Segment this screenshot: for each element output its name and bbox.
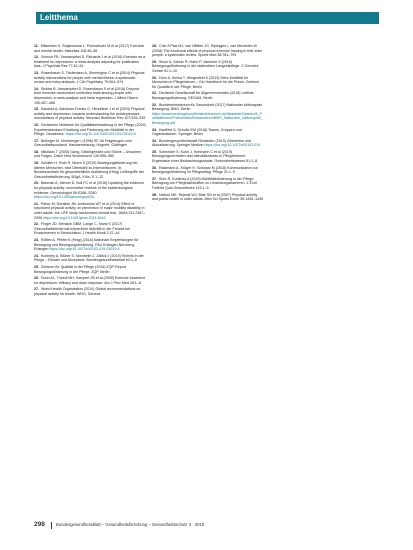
reference-text: Kandola A, Ashdown-Franks G, Hendrikse J et al (2019) Physical activity and depression: towards understanding the antidepressant mechanisms of physical activity. Neurosci Biobehav Rev 107:525–539	[34, 107, 146, 121]
reference-item	[34, 254, 146, 263]
reference-number: 25.	[34, 264, 39, 269]
references-column-left	[34, 44, 146, 299]
reference-text: Nelson ME, Rejeski WJ, Blair SN et al (2007) Physical activity and public health in older adults. Med Sci Sports Exerc 39:1435–1445	[152, 192, 264, 202]
reference-item	[152, 166, 264, 175]
reference-item	[34, 181, 146, 199]
reference-item	[152, 60, 264, 74]
reference-item	[152, 76, 264, 90]
reference-text: Dunn AL, Trivedi MH, Kampert JB et al (2005) Exercise treatment for depression: efficacy and dose response. Am J Prev Med 28:1–8	[34, 276, 145, 285]
reference-number: 22.	[34, 222, 39, 227]
reference-item	[34, 150, 146, 159]
reference-item	[152, 128, 264, 137]
reference-number: 18.	[34, 149, 39, 154]
journal-name: Bundesgesundheitsblatt – Gesundheitsforschung – Gesundheitsschutz 3 · 2019	[56, 522, 205, 527]
reference-link[interactable]: https://doi.org/10.1007/s00103-019-03019-8	[49, 247, 120, 252]
reference-text: Pahor M, Guralnik JM, Ambrosius WT et al (2014) Effect of structured physical activity on prevention of major mobility disability in older adults: the LIFE study randomized clinical trial. JAMA 311:2387–2396	[34, 201, 146, 220]
reference-text: Deutsches Netzwerk für Qualitätsentwicklung in der Pflege (2019) Expertenstandard Erhaltung und Förderung der Mobilität in der Pflege. Osnabrück.	[34, 122, 146, 137]
reference-number: 20.	[34, 181, 39, 186]
reference-text: Schäfer H, Roth R, Wurm S (2019) Bewegungsförderung bei älteren Menschen: eine Übersicht zu Interventionen. In: Bundeszentrale für gesundheitliche Aufklärung (Hrsg) Leitbegriffe der Gesundheitsförderung. BZgA, Köln, S 1–12	[34, 161, 145, 179]
reference-link[interactable]: https://doi.org/10.1001/jama.2014.5616	[43, 215, 106, 220]
section-header	[36, 12, 379, 24]
reference-number: 34.	[152, 138, 157, 143]
reference-text: Kuhlmey A, Blüher S, Nordheim J, Zöllick J (2019) Technik in der Pflege – Einsatz und Akzeptanz. Bundesgesundheitsblatt 62:1–8	[34, 253, 144, 263]
reference-link[interactable]: https://www.bundesgesundheitsministerium.de/fileadmin/Dateien/5_Publikationen/Praevention/Broschueren/BMG_Nationaler_Aktionsplan_Bewegung.pdf	[152, 111, 263, 125]
reference-item	[34, 276, 146, 285]
reference-number: 30.	[152, 75, 157, 80]
reference-item	[152, 177, 264, 191]
reference-number: 29.	[152, 59, 157, 64]
reference-item	[34, 71, 146, 85]
reference-text: Finger JD, Mensink GBM, Lange C, Manz K (2017) Gesundheitsfördernde körperliche Aktivität in der Freizeit bei Erwachsenen in Deutschland. J Health Monit 2:37–44	[34, 222, 131, 236]
reference-link[interactable]: https://doi.org/10.1093/geront/gnw031	[34, 195, 95, 200]
footer-divider	[51, 522, 52, 529]
reference-number: 37.	[152, 176, 157, 181]
reference-text: Schuch FB, Vancampfort D, Richards J et al (2016) Exercise as a treatment for depression: a meta-analysis adjusting for publication bias. J Psychiatr Res 77:42–51	[34, 55, 145, 69]
reference-number: 15.	[34, 107, 39, 112]
reference-text: Nikolaus T (2005) Gang, Gleichgewicht und Stürze – Ursachen und Folgen. Dtsch Med Wochenschr 130:958–960	[34, 149, 142, 159]
reference-number: 23.	[34, 237, 39, 242]
reference-number: 16.	[34, 122, 39, 127]
page-footer	[34, 520, 379, 530]
reference-item	[152, 150, 264, 164]
reference-number: 38.	[152, 192, 157, 197]
reference-text: Rosenbaum S, Tiedemann A, Sherrington C et al (2014) Physical activity interventions for people with mental illness: a systematic review and meta-analysis. J Clin Psychiatry 75:964–974	[34, 70, 145, 85]
reference-item	[34, 287, 146, 296]
reference-number: 13.	[34, 70, 39, 75]
reference-number: 17.	[34, 138, 39, 143]
reference-item	[34, 123, 146, 137]
reference-number: 11.	[34, 44, 39, 48]
reference-number: 12.	[34, 55, 39, 60]
reference-number: 32.	[152, 102, 157, 107]
reference-text: Bullinger M, Kirchberger I (1998) SF-36 Fragebogen zum Gesundheitszustand. Handanweisung. Hogrefe, Göttingen	[34, 138, 132, 148]
reference-number: 31.	[152, 91, 157, 96]
reference-number: 35.	[152, 149, 157, 154]
reference-number: 27.	[34, 287, 39, 292]
reference-item	[34, 55, 146, 69]
reference-item	[152, 91, 264, 100]
reference-number: 19.	[34, 161, 39, 166]
reference-item	[152, 139, 264, 148]
reference-text: Ratzmann A, Kröger H, Schwarz M (2018) Kommunikation zur Bewegungsförderung im Pflegealltag. Pflege 31:1–9	[152, 165, 258, 175]
reference-item	[34, 238, 146, 252]
section-title: Leitthema	[40, 13, 78, 22]
reference-text: Bauman A, Merom D, Bull FC et al (2016) Updating the evidence for physical activity: summative reviews of the epidemiological evidence. Gerontologist 56:S268–S280	[34, 181, 145, 195]
reference-item	[34, 161, 146, 179]
reference-text: Zentrum für Qualität in der Pflege (2016) ZQP-Report Bewegungsförderung in der Pflege. ZQP, Berlin	[34, 264, 126, 274]
reference-link[interactable]: https://doi.org/10.1007/s00103-019	[204, 143, 261, 148]
references-column-right	[152, 44, 264, 204]
reference-number: 28.	[152, 44, 157, 48]
reference-text: Chin A Paw MJ, van Uffelen JG, Riphagen I, van Mechelen W (2008) The functional effects of physical exercise training in frail older people: a systematic review. Sports Med 38:781–793	[152, 44, 263, 58]
reference-text: Kauffeld S, Schulte EM (2018) Teams, Gruppen und Organisationen. Springer, Berlin	[152, 127, 242, 137]
reference-text: Deutsche Gesellschaft für Allgemeinmedizin (2018) Leitlinie Bewegungsförderung. DEGAM, Berlin	[152, 91, 254, 100]
reference-text: Schneider S, Kuhn J, Hohmann C et al (2019) Bewegungsverhalten und Aktivitätsniveau in Pflegeheimen: Ergebnisse einer Beobachtungsstudie. Gesundheitswesen 81:1–8	[152, 149, 258, 164]
reference-item	[34, 44, 146, 53]
reference-item	[152, 44, 264, 58]
reference-item	[152, 193, 264, 202]
reference-item	[34, 265, 146, 274]
reference-item	[34, 222, 146, 236]
reference-text: Mikkelsen K, Stojanovska L, Polenakovic M et al (2017) Exercise and mental health. Maturitas 106:48–56	[34, 44, 145, 53]
reference-text: Rütten A, Pfeifer K (Hrsg) (2016) Nationale Empfehlungen für Bewegung und Bewegungsförderung. FAU Erlangen-Nürnberg, Erlangen	[34, 237, 139, 252]
reference-text: Horn A, Kleina T, Wingenfeld K (2013) Mehr Mobilität für Menschen in Pflegeheimen – Ein Handbuch für die Praxis. Zentrum für Qualität in der Pflege, Berlin	[152, 75, 260, 89]
reference-text: Bundesgesundheitsblatt Redaktion (2019) Zitierweise und Aktualisierung. Springer Medizin	[152, 138, 252, 148]
reference-link[interactable]: https://doi.org/10.1007/s00103-019-03019-8	[65, 132, 136, 137]
page-number: 298	[34, 521, 45, 528]
reference-text: Suhr R, Kuhlmey A (2019) Mobilitätsförderung in der Pflege: Befragung von Pflegefachkräften zu Umsetzungsbarrieren. Z Evid Fortbild Qual Gesundhwes 143:1–9	[152, 176, 257, 191]
reference-item	[34, 139, 146, 148]
reference-number: 26.	[34, 276, 39, 281]
reference-item	[152, 103, 264, 126]
reference-text: World Health Organization (2010) Global recommendations on physical activity for health. WHO, Geneva	[34, 287, 141, 296]
reference-number: 14.	[34, 86, 39, 91]
reference-text: Stock A, Schulz R, Hahn P, Vanherle S (2018) Bewegungsförderung in der stationären Langzeitpflege. Z Gerontol Geriatr 51:1–10	[152, 59, 259, 73]
reference-item	[34, 87, 146, 105]
reference-number: 36.	[152, 165, 157, 170]
reference-number: 21.	[34, 201, 39, 206]
reference-text: Stubbs B, Vancampfort D, Rosenbaum S et al (2016) Dropout from exercise randomized controlled trials among people with depression: a meta-analysis and meta regression. J Affect Disord 190:457–466	[34, 86, 140, 105]
reference-item	[34, 202, 146, 220]
reference-item	[34, 107, 146, 121]
reference-number: 33.	[152, 127, 157, 132]
reference-text: Bundesministerium für Gesundheit (2017) Nationaler Aktionsplan Bewegung. BMG, Berlin	[152, 102, 263, 112]
reference-number: 24.	[34, 253, 39, 258]
